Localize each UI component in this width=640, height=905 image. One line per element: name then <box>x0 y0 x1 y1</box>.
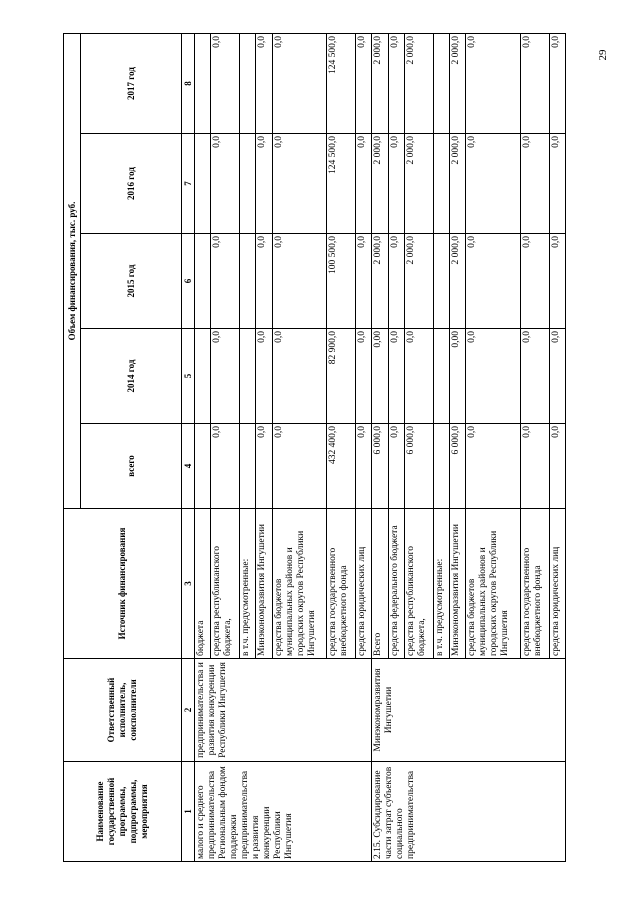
total-cell: 6 000,0 <box>449 424 465 509</box>
value-2017-cell: 2 000,0 <box>372 33 388 133</box>
total-cell: 0,0 <box>388 424 404 509</box>
source-cell: средства федерального бюджета <box>388 509 404 659</box>
source-cell: средства республиканского бюджета, <box>211 509 240 659</box>
value-2017-cell <box>240 33 256 133</box>
total-cell: 0,0 <box>520 424 549 509</box>
source-cell: в т.ч. предусмотренные: <box>433 509 449 659</box>
value-2016-cell <box>195 134 211 234</box>
value-2015-cell: 0,0 <box>272 234 326 329</box>
column-number: 2 <box>182 659 195 762</box>
column-number: 8 <box>182 33 195 133</box>
value-2015-cell: 2 000,0 <box>372 234 388 329</box>
value-2014-cell <box>195 329 211 424</box>
value-2015-cell: 100 500,0 <box>327 234 356 329</box>
value-2015-cell <box>240 234 256 329</box>
total-cell <box>433 424 449 509</box>
header-2017: 2017 год <box>81 33 182 133</box>
value-2015-cell: 2 000,0 <box>404 234 433 329</box>
program-name-cell: 2.15. Субсидирование части затрат субъектов социального предпринимательства <box>372 762 566 862</box>
value-2015-cell: 2 000,0 <box>449 234 465 329</box>
value-2016-cell: 2 000,0 <box>372 134 388 234</box>
source-cell: средства юридических лиц <box>356 509 372 659</box>
value-2015-cell: 0,0 <box>356 234 372 329</box>
value-2017-cell: 0,0 <box>388 33 404 133</box>
value-2016-cell <box>433 134 449 234</box>
source-cell: бюджета <box>195 509 211 659</box>
value-2015-cell <box>433 234 449 329</box>
source-cell: средства республиканского бюджета, <box>404 509 433 659</box>
value-2015-cell: 0,0 <box>211 234 240 329</box>
table-row <box>195 33 211 861</box>
value-2014-cell: 0,0 <box>466 329 520 424</box>
total-cell: 0,0 <box>356 424 372 509</box>
table-row <box>372 33 388 861</box>
header-funding-volume: Объем финансирования, тыс. руб. <box>64 33 81 508</box>
value-2016-cell: 0,0 <box>466 134 520 234</box>
total-cell: 6 000,0 <box>372 424 388 509</box>
value-2014-cell: 0,00 <box>372 329 388 424</box>
value-2014-cell <box>433 329 449 424</box>
value-2016-cell: 0,0 <box>272 134 326 234</box>
value-2016-cell: 2 000,0 <box>449 134 465 234</box>
value-2015-cell: 0,0 <box>388 234 404 329</box>
value-2014-cell <box>240 329 256 424</box>
value-2016-cell: 0,0 <box>256 134 272 234</box>
value-2016-cell: 0,0 <box>356 134 372 234</box>
header-row-1 <box>64 33 81 861</box>
column-number: 5 <box>182 329 195 424</box>
total-cell: 6 000,0 <box>404 424 433 509</box>
header-2014: 2014 год <box>81 329 182 424</box>
column-number: 4 <box>182 424 195 509</box>
total-cell: 0,0 <box>256 424 272 509</box>
total-cell <box>240 424 256 509</box>
source-cell: в т.ч. предусмотренные: <box>240 509 256 659</box>
value-2014-cell: 0,0 <box>211 329 240 424</box>
page-number: 29 <box>597 49 609 61</box>
value-2014-cell: 0,0 <box>520 329 549 424</box>
total-cell: 0,0 <box>549 424 565 509</box>
value-2016-cell: 0,0 <box>520 134 549 234</box>
value-2014-cell: 82 900,0 <box>327 329 356 424</box>
source-cell: средства бюджетов муниципальных районов и городских округов Республики Ингушетия <box>272 509 326 659</box>
value-2014-cell: 0,0 <box>256 329 272 424</box>
value-2015-cell: 0,0 <box>256 234 272 329</box>
value-2014-cell: 0,0 <box>549 329 565 424</box>
value-2015-cell: 0,0 <box>466 234 520 329</box>
value-2016-cell: 2 000,0 <box>404 134 433 234</box>
value-2014-cell: 0,0 <box>272 329 326 424</box>
value-2015-cell: 0,0 <box>520 234 549 329</box>
value-2017-cell: 0,0 <box>256 33 272 133</box>
value-2016-cell: 0,0 <box>388 134 404 234</box>
source-cell: средства юридических лиц <box>549 509 565 659</box>
source-cell: средства бюджетов муниципальных районов и городских округов Республики Ингушетия <box>466 509 520 659</box>
value-2017-cell <box>195 33 211 133</box>
value-2017-cell: 0,0 <box>272 33 326 133</box>
source-cell: Минэкономразвития Ингушетии <box>449 509 465 659</box>
source-cell: Минэкономразвития Ингушетии <box>256 509 272 659</box>
value-2016-cell: 124 500,0 <box>327 134 356 234</box>
executor-cell: предпринимательства и развития конкуренции Республики Ингушетия <box>195 659 372 762</box>
value-2017-cell: 124 500,0 <box>327 33 356 133</box>
value-2017-cell: 0,0 <box>356 33 372 133</box>
source-cell: Всего <box>372 509 388 659</box>
column-numbers-row <box>182 33 195 861</box>
total-cell: 0,0 <box>211 424 240 509</box>
value-2014-cell: 0,00 <box>449 329 465 424</box>
value-2015-cell <box>195 234 211 329</box>
header-program-name: Наименование государственной программы, подпрограммы, мероприятия <box>64 762 182 862</box>
value-2017-cell: 0,0 <box>211 33 240 133</box>
value-2017-cell: 0,0 <box>549 33 565 133</box>
value-2017-cell <box>433 33 449 133</box>
value-2017-cell: 0,0 <box>466 33 520 133</box>
source-cell: средства государственного внебюджетного фонда <box>327 509 356 659</box>
header-total: всего <box>81 424 182 509</box>
value-2014-cell: 0,0 <box>388 329 404 424</box>
header-2015: 2015 год <box>81 234 182 329</box>
column-number: 6 <box>182 234 195 329</box>
column-number: 3 <box>182 509 195 659</box>
column-number: 7 <box>182 134 195 234</box>
value-2016-cell: 0,0 <box>549 134 565 234</box>
value-2014-cell: 0,0 <box>404 329 433 424</box>
program-name-cell: малого и среднего предпринимательства Региональным фондом поддержки предпринимательства и развития конкуренции Республики Ингушетия <box>195 762 372 862</box>
value-2017-cell: 0,0 <box>520 33 549 133</box>
total-cell <box>195 424 211 509</box>
header-2016: 2016 год <box>81 134 182 234</box>
total-cell: 0,0 <box>272 424 326 509</box>
value-2015-cell: 0,0 <box>549 234 565 329</box>
value-2017-cell: 2 000,0 <box>449 33 465 133</box>
total-cell: 432 400,0 <box>327 424 356 509</box>
header-funding-source: Источник финансирования <box>64 509 182 659</box>
executor-cell: Минэкономразвития Ингушетии <box>372 659 566 762</box>
column-number: 1 <box>182 762 195 862</box>
header-executor: Ответственный исполнитель, соисполнители <box>64 659 182 762</box>
total-cell: 0,0 <box>466 424 520 509</box>
financing-table <box>63 33 566 862</box>
value-2014-cell: 0,0 <box>356 329 372 424</box>
rotated-table-container <box>63 34 566 862</box>
value-2016-cell <box>240 134 256 234</box>
source-cell: средства государственного внебюджетного фонда <box>520 509 549 659</box>
value-2016-cell: 0,0 <box>211 134 240 234</box>
value-2017-cell: 2 000,0 <box>404 33 433 133</box>
